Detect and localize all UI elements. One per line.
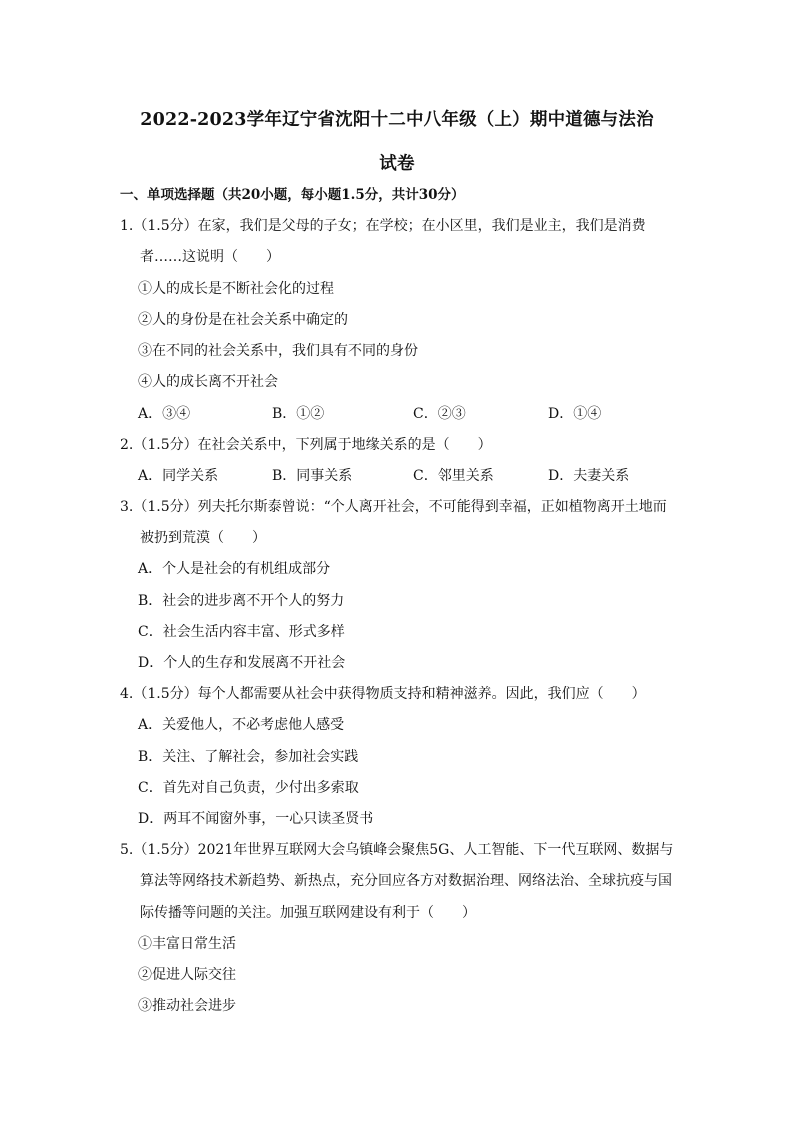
question-3-option-b: B．社会的进步离不开个人的努力 xyxy=(138,593,345,609)
question-5-stem-cont: 际传播等问题的关注。加强互联网建设有利于（ ） xyxy=(140,905,476,921)
question-1-option-c: C．②③ xyxy=(413,406,466,422)
question-4-stem: 4.（1.5分）每个人都需要从社会中获得物质支持和精神滋养。因此，我们应（ ） xyxy=(120,686,646,702)
question-3-option-d: D．个人的生存和发展离不开社会 xyxy=(138,655,346,671)
exam-title-line1: 2022-2023学年辽宁省沈阳十二中八年级（上）期中道德与法治 xyxy=(140,110,654,130)
question-2-option-c: C．邻里关系 xyxy=(413,468,494,484)
question-1-option-a: A．③④ xyxy=(138,406,191,422)
question-3-stem-cont: 被扔到荒漠（ ） xyxy=(140,530,266,546)
question-2-option-a: A．同学关系 xyxy=(138,468,219,484)
question-2-stem: 2.（1.5分）在社会关系中，下列属于地缘关系的是（ ） xyxy=(120,437,492,453)
question-3-option-a: A．个人是社会的有机组成部分 xyxy=(138,561,331,577)
question-1-statement: ②人的身份是在社会关系中确定的 xyxy=(138,312,348,328)
question-2-option-d: D．夫妻关系 xyxy=(548,468,630,484)
question-4-option-b: B．关注、了解社会，参加社会实践 xyxy=(138,749,359,765)
question-5-statement: ②促进人际交往 xyxy=(138,967,236,983)
question-4-option-d: D．两耳不闻窗外事，一心只读圣贤书 xyxy=(138,811,374,827)
question-4-option-a: A．关爱他人，不必考虑他人感受 xyxy=(138,717,345,733)
question-1-option-b: B．①② xyxy=(272,406,325,422)
question-5-statement: ③推动社会进步 xyxy=(138,998,236,1014)
exam-title-line2: 试卷 xyxy=(379,154,415,174)
question-1-statement: ①人的成长是不断社会化的过程 xyxy=(138,281,334,297)
section-heading: 一、单项选择题（共20小题，每小题1.5分，共计30分） xyxy=(120,187,465,203)
question-4-option-c: C．首先对自己负责，少付出多索取 xyxy=(138,780,359,796)
question-1-stem: 1.（1.5分）在家，我们是父母的子女；在学校；在小区里，我们是业主，我们是消费 xyxy=(120,218,646,234)
question-2-option-b: B．同事关系 xyxy=(272,468,353,484)
question-1-option-d: D．①④ xyxy=(548,406,602,422)
question-5-statement: ①丰富日常生活 xyxy=(138,936,236,952)
question-1-stem-cont: 者……这说明（ ） xyxy=(140,249,280,265)
question-1-statement: ④人的成长离不开社会 xyxy=(138,374,278,390)
question-3-stem: 3.（1.5分）列夫托尔斯泰曾说：“个人离开社会，不可能得到幸福，正如植物离开土地而 xyxy=(120,499,667,515)
question-5-stem-cont: 算法等网络技术新趋势、新热点，充分回应各方对数据治理、网络法治、全球抗疫与国 xyxy=(140,873,672,889)
question-5-stem: 5.（1.5分）2021年世界互联网大会乌镇峰会聚焦5G、人工智能、下一代互联网、数据与 xyxy=(120,842,674,858)
question-3-option-c: C．社会生活内容丰富、形式多样 xyxy=(138,624,345,640)
question-1-statement: ③在不同的社会关系中，我们具有不同的身份 xyxy=(138,343,418,359)
